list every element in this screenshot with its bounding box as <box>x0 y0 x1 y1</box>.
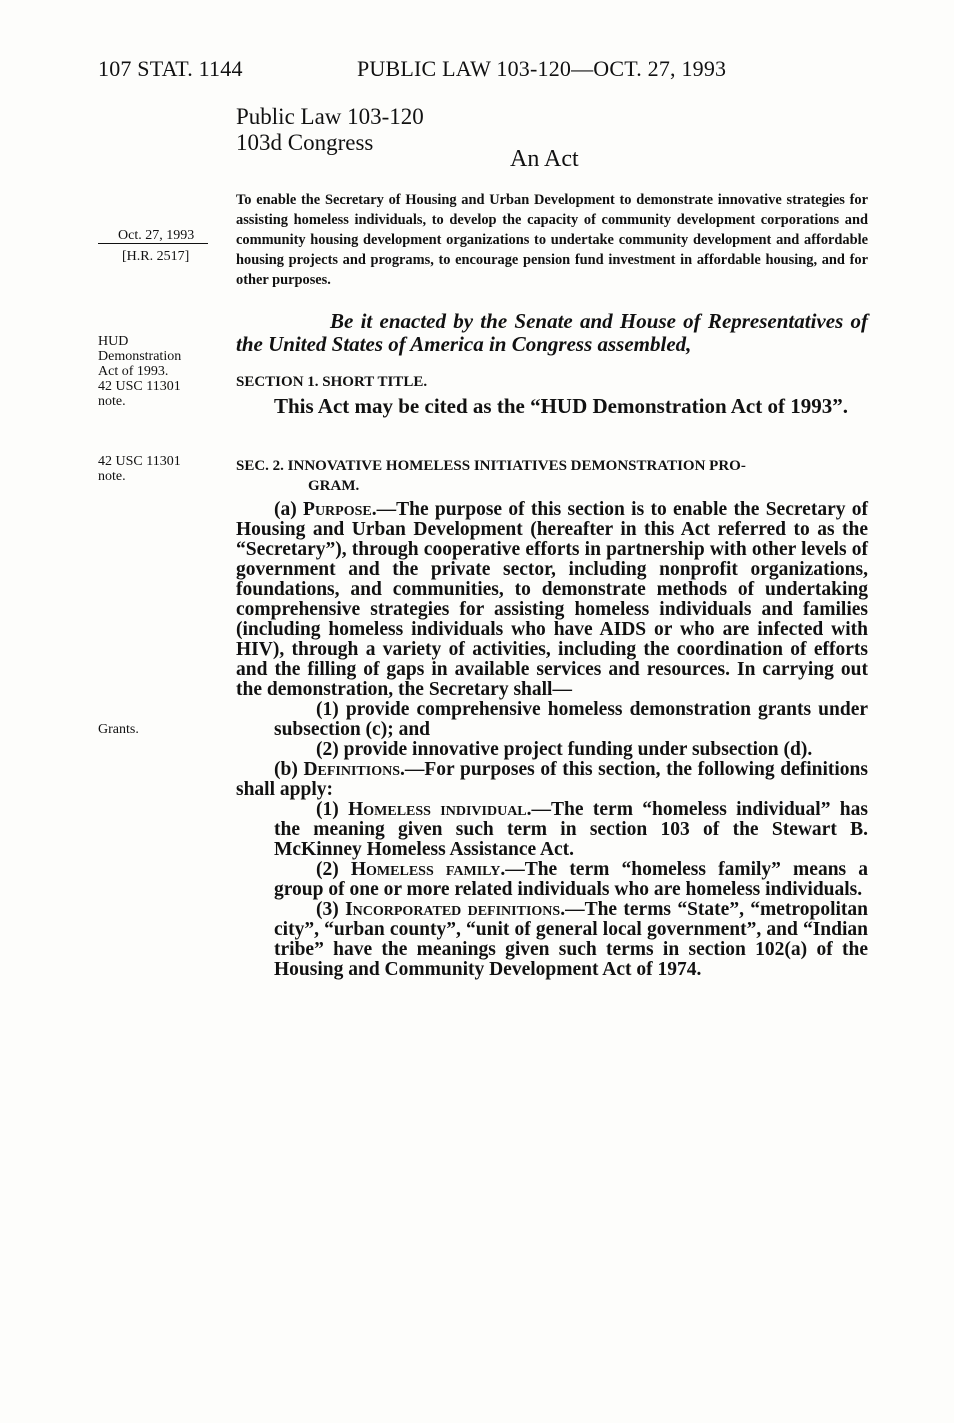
section1-heading: SECTION 1. SHORT TITLE. <box>236 374 428 390</box>
an-act-heading: An Act <box>510 146 579 172</box>
enacting-clause: Be it enacted by the Senate and House of Representatives of the United States of America in Congress assembled, <box>236 309 868 356</box>
paragraph-b3 <box>236 900 868 980</box>
margin-bill: [H.R. 2517] <box>122 249 190 264</box>
public-law-number: Public Law 103-120 <box>236 104 424 129</box>
paragraph-title: Homeless individual <box>348 799 527 820</box>
subsection-b <box>236 760 868 800</box>
margin-act-name <box>98 334 181 409</box>
subsection-text: .—For purposes of this section, the following definitions shall apply: <box>236 759 868 800</box>
section2-heading <box>236 456 746 496</box>
paragraph-text: .—The term “homeless family” means a group of one or more related individuals who are homeless individuals. <box>274 859 869 900</box>
subsection-a <box>236 500 868 700</box>
subsection-label: (b) <box>274 759 304 780</box>
subsection-text: .—The purpose of this section is to enable the Secretary of Housing and Urban Development (hereafter in this Act referred to as the “Secretary”), through cooperative efforts in partnership with other levels of government and the private sector, including nonprofit organizations, foundations, and communities, to demonstrate methods of undertaking comprehensive strategies for assisting homeless individuals and families (including homeless individuals who have AIDS or who are infected with HIV), through a variety of activities, including the coordination of efforts and the filling of gaps in available services and resources. In carrying out the demonstration, the Secretary shall— <box>236 499 868 700</box>
paragraph-b1 <box>236 800 868 860</box>
margin-grants: Grants. <box>98 722 139 737</box>
page-header-stat: 107 STAT. 1144 <box>98 56 243 81</box>
margin-act-name-line: Act of 1993. <box>98 364 169 379</box>
act-purpose: To enable the Secretary of Housing and Urban Development to demonstrate innovative strategies for assisting homeless individuals, to develop the capacity of community development corporations and community housing development organizations to undertake community development and affordable housing projects and programs, to encourage pension fund investment in affordable housing, and for other purposes. <box>236 192 868 288</box>
paragraph-label: (2) <box>316 859 351 880</box>
paragraph-b2 <box>236 860 868 900</box>
margin-usc-note: note. <box>98 469 126 484</box>
subsection-title: Purpose <box>303 499 372 520</box>
margin-usc-note: note. <box>98 394 126 409</box>
subsection-title: Definitions <box>303 759 401 780</box>
congress-number: 103d Congress <box>236 130 374 155</box>
paragraph-title: Homeless family <box>350 859 501 880</box>
paragraph-text: .—The terms “State”, “metropolitan city”, “urban county”, “unit of general local government”, and “Indian tribe” have the meanings given such terms in section 102(a) of the Housing and Community Development Act of 1974. <box>274 899 868 980</box>
page-header-title: PUBLIC LAW 103-120—OCT. 27, 1993 <box>357 56 727 81</box>
margin-act-name-line: HUD <box>98 334 129 349</box>
margin-act-name-line: Demonstration <box>98 349 182 364</box>
margin-usc-citation: 42 USC 11301 <box>98 454 181 469</box>
subsection-label: (a) <box>274 499 304 520</box>
section1-text: This Act may be cited as the “HUD Demonstration Act of 1993”. <box>274 394 848 418</box>
section2-body <box>236 500 868 980</box>
paragraph-a2: (2) provide innovative project funding under subsection (d). <box>316 739 813 760</box>
paragraph-a1: (1) provide comprehensive homeless demonstration grants under subsection (c); and <box>274 699 868 740</box>
margin-rule <box>98 243 208 244</box>
paragraph-text: .—The term “homeless individual” has the meaning given such term in section 103 of the Stewart B. McKinney Homeless Assistance Act. <box>274 799 868 860</box>
margin-usc-citation-2 <box>98 454 181 484</box>
margin-date: Oct. 27, 1993 <box>118 228 195 243</box>
section2-heading-line: SEC. 2. INNOVATIVE HOMELESS INITIATIVES DEMONSTRATION PRO- <box>236 458 746 474</box>
margin-usc-citation: 42 USC 11301 <box>98 379 181 394</box>
section2-heading-line: GRAM. <box>308 478 360 494</box>
paragraph-title: Incorporated definitions <box>345 899 561 920</box>
paragraph-label: (3) <box>316 899 346 920</box>
paragraph-label: (1) <box>316 799 349 820</box>
